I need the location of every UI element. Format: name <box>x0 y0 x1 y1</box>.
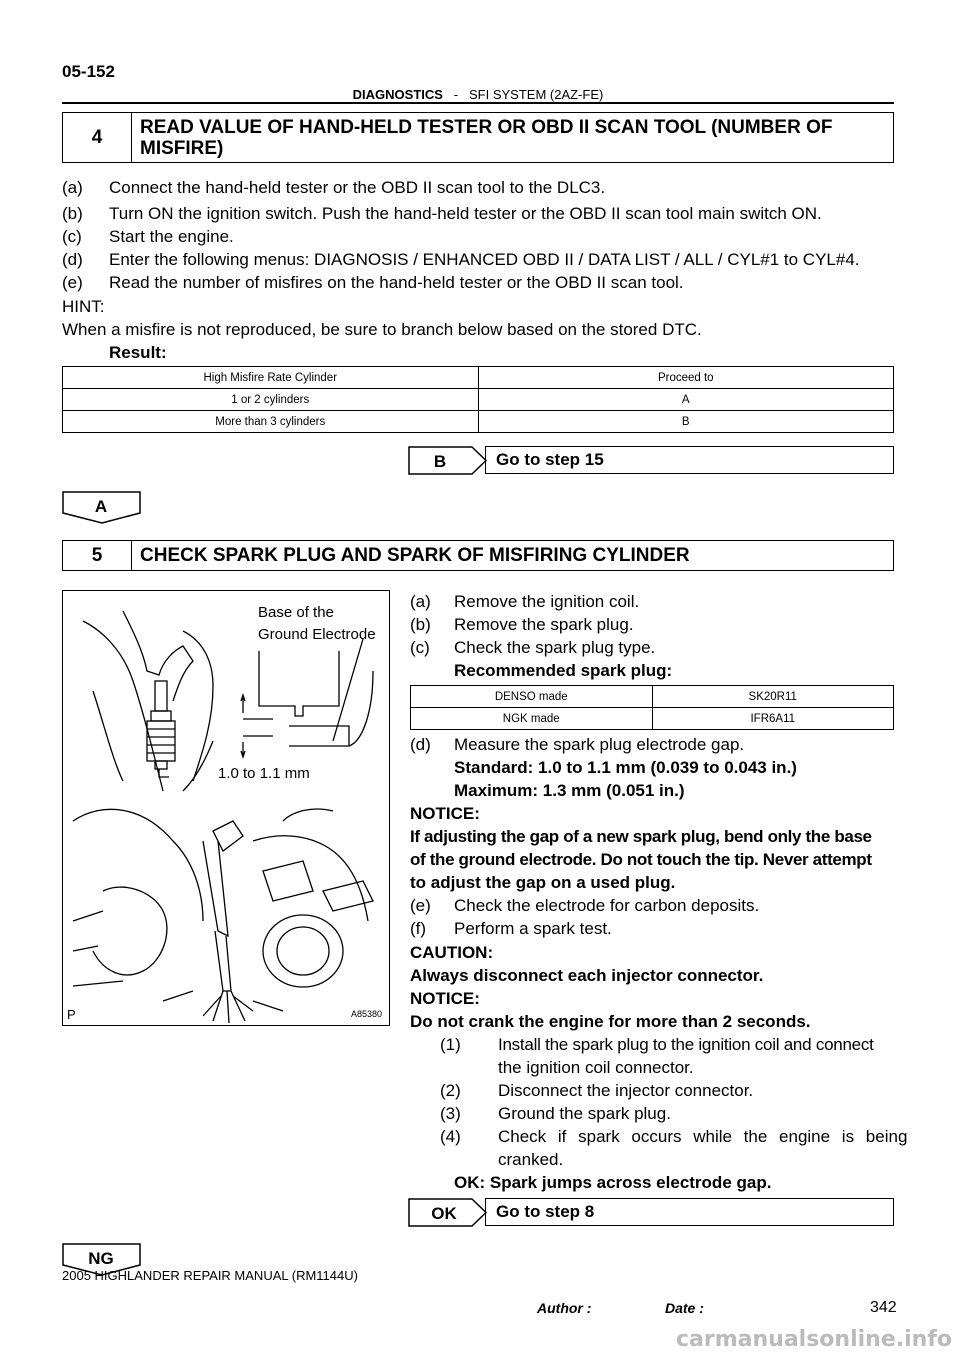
go-to-step-8: Go to step 8 <box>485 1198 894 1226</box>
header-rule <box>62 102 894 104</box>
table-cell: NGK made <box>411 708 653 730</box>
branch-ng-tag: NG <box>88 1249 114 1268</box>
standard-value: Standard: 1.0 to 1.1 mm (0.039 to 0.043 in.) <box>454 758 797 777</box>
item-label: (c) <box>410 638 430 657</box>
step-5-item-d <box>410 733 745 756</box>
callout-line-1: Base of the <box>258 604 334 621</box>
table-cell: More than 3 cylinders <box>63 411 479 433</box>
substep-4 <box>440 1125 908 1148</box>
item-text: Turn ON the ignition switch. Push the hand-held tester or the OBD II scan tool main switch ON. <box>109 204 822 223</box>
notice-1-line-2: of the ground electrode. Do not touch the tip. Never attempt <box>410 850 872 869</box>
corner-mark: P <box>67 1007 76 1022</box>
item-text: Measure the spark plug electrode gap. <box>454 735 745 754</box>
item-label: (d) <box>410 735 431 754</box>
substep-label: (2) <box>440 1081 461 1100</box>
footer-page: 342 <box>870 1299 897 1316</box>
table-row <box>63 389 894 411</box>
step-4-title: READ VALUE OF HAND-HELD TESTER OR OBD II SCAN TOOL (NUMBER OF MISFIRE) <box>140 116 833 159</box>
table-cell: B <box>478 411 894 433</box>
step-4-item-a <box>62 176 606 199</box>
recommended-label: Recommended spark plug: <box>454 661 673 680</box>
item-text: Check the electrode for carbon deposits. <box>454 896 760 915</box>
substep-1-cont: the ignition coil connector. <box>498 1058 694 1077</box>
step-5-item-e <box>410 894 760 917</box>
step-4-item-e <box>62 271 684 294</box>
result-table <box>62 366 894 433</box>
substep-label: (1) <box>440 1035 461 1054</box>
hint-label: HINT: <box>62 297 105 316</box>
spark-plug-illustration <box>63 591 389 1025</box>
step-4-number: 4 <box>63 113 132 162</box>
substep-2 <box>440 1079 754 1102</box>
step-5-number: 5 <box>63 541 132 570</box>
branch-ok-arrow <box>408 1198 488 1228</box>
item-label: (f) <box>410 919 427 938</box>
item-text: Connect the hand-held tester or the OBD II scan tool to the DLC3. <box>109 178 606 197</box>
item-label: (b) <box>410 615 431 634</box>
notice-2-text: Do not crank the engine for more than 2 seconds. <box>410 1012 811 1031</box>
footer-manual: 2005 HIGHLANDER REPAIR MANUAL (RM1144U) <box>62 1268 358 1283</box>
substep-label: (4) <box>440 1127 461 1146</box>
item-text: Remove the spark plug. <box>454 615 634 634</box>
result-label: Result: <box>109 343 167 362</box>
ok-criteria: OK: Spark jumps across electrode gap. <box>454 1173 772 1192</box>
table-header-cell: Proceed to <box>478 367 894 389</box>
table-cell: SK20R11 <box>652 686 894 708</box>
caution-label: CAUTION: <box>410 943 494 962</box>
step-4-heading <box>62 112 894 163</box>
item-text: Check the spark plug type. <box>454 638 656 657</box>
step-5-item-f <box>410 917 612 940</box>
go-to-step-15: Go to step 15 <box>485 446 894 474</box>
item-text: Remove the ignition coil. <box>454 592 640 611</box>
hint-text: When a misfire is not reproduced, be sure to branch below based on the stored DTC. <box>62 320 702 339</box>
step-4-item-c <box>62 225 234 248</box>
caution-text: Always disconnect each injector connector. <box>410 966 764 985</box>
table-cell: IFR6A11 <box>652 708 894 730</box>
table-row <box>411 686 894 708</box>
footer-author-label: Author : <box>537 1300 592 1316</box>
substep-text: Disconnect the injector connector. <box>498 1081 754 1100</box>
item-label: (e) <box>410 896 431 915</box>
step-5-item-c <box>410 636 656 659</box>
branch-b-tag: B <box>433 452 447 471</box>
step-5-item-a <box>410 590 640 613</box>
substep-text: Install the spark plug to the ignition coil and connect <box>498 1035 874 1054</box>
callout-line-2: Ground Electrode <box>258 626 376 643</box>
maximum-value: Maximum: 1.3 mm (0.051 in.) <box>454 781 685 800</box>
substep-text: Ground the spark plug. <box>498 1104 671 1123</box>
step-4-item-b <box>62 202 822 225</box>
table-header-row <box>63 367 894 389</box>
notice-1-label: NOTICE: <box>410 804 480 823</box>
substep-4-cont: cranked. <box>498 1150 564 1169</box>
item-label: (a) <box>410 592 431 611</box>
notice-1-line-3: to adjust the gap on a used plug. <box>410 873 676 892</box>
substep-label: (3) <box>440 1104 461 1123</box>
item-label: (a) <box>62 178 83 197</box>
table-cell: 1 or 2 cylinders <box>63 389 479 411</box>
item-label: (b) <box>62 204 83 223</box>
notice-1-line-1: If adjusting the gap of a new spark plug, bend only the base <box>410 827 872 846</box>
running-header <box>62 87 894 102</box>
table-row <box>411 708 894 730</box>
spark-plug-table <box>410 685 894 730</box>
branch-b-arrow <box>408 446 488 476</box>
item-text: Read the number of misfires on the hand-held tester or the OBD II scan tool. <box>109 273 684 292</box>
gap-label: 1.0 to 1.1 mm <box>218 765 310 782</box>
step-5-title: CHECK SPARK PLUG AND SPARK OF MISFIRING CYLINDER <box>140 545 690 566</box>
item-text: Perform a spark test. <box>454 919 612 938</box>
header-system: SFI SYSTEM (2AZ-FE) <box>468 87 604 102</box>
branch-ok-tag: OK <box>431 1204 457 1223</box>
step-5-heading <box>62 540 894 571</box>
step-4-item-d <box>62 248 860 271</box>
item-label: (c) <box>62 227 82 246</box>
footer-date-label: Date : <box>665 1300 704 1316</box>
table-header-cell: High Misfire Rate Cylinder <box>63 367 479 389</box>
substep-text: Check if spark occurs while the engine is being <box>498 1127 908 1146</box>
substep-1 <box>440 1033 874 1056</box>
table-cell: DENSO made <box>411 686 653 708</box>
item-label: (d) <box>62 250 83 269</box>
step-5-item-b <box>410 613 634 636</box>
notice-2-label: NOTICE: <box>410 989 480 1008</box>
header-separator: - <box>453 87 459 102</box>
branch-a-arrow <box>62 491 142 525</box>
watermark-logo: carmanualsonline.info <box>676 1327 952 1352</box>
substep-3 <box>440 1102 671 1125</box>
branch-a-tag: A <box>94 497 108 516</box>
table-row <box>63 411 894 433</box>
item-label: (e) <box>62 273 83 292</box>
item-text: Start the engine. <box>109 227 234 246</box>
table-cell: A <box>478 389 894 411</box>
header-section: DIAGNOSTICS <box>352 87 443 102</box>
item-text: Enter the following menus: DIAGNOSIS / ENHANCED OBD II / DATA LIST / ALL / CYL#1 to CYL#4. <box>109 250 860 269</box>
figure-id: A85380 <box>351 1009 383 1019</box>
page-number: 05-152 <box>62 62 115 81</box>
spark-plug-figure <box>62 590 390 1026</box>
